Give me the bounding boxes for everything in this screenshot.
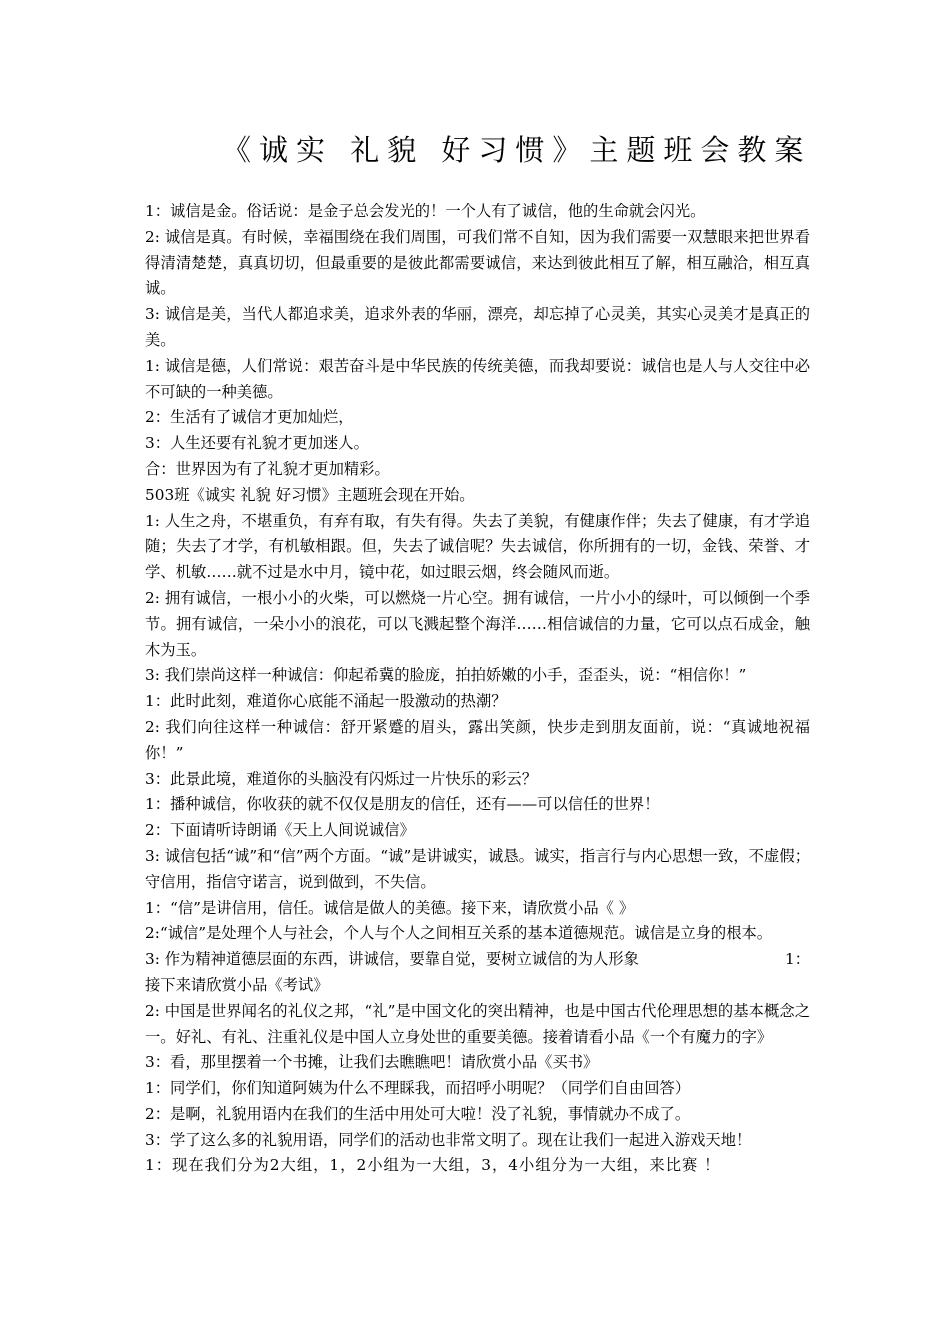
paragraph: 2: 诚信是真。有时候，幸福围绕在我们周围，可我们常不自知，因为我们需要一双慧眼来把世界看得清清楚楚，真真切切，但最重要的是彼此都需要诚信，来达到彼此相互了解，相互融洽，相互真诚。: [145, 227, 810, 298]
paragraph: 1：诚信是金。俗话说：是金子总会发光的！一个人有了诚信，他的生命就会闪光。: [145, 202, 706, 220]
paragraph: 2：生活有了诚信才更加灿烂，: [145, 408, 354, 427]
paragraph: 1：现在我们分为2大组，1，2小组为一大组，3，4小组分为一大组，来比赛 ！: [145, 1156, 721, 1175]
document-title: 《诚实 礼貌 好习惯》主题班会教案: [222, 133, 812, 167]
paragraph: 3：人生还要有礼貌才更加迷人。: [145, 434, 369, 453]
paragraph: 3：看，那里摆着一个书摊，让我们去瞧瞧吧！请欣赏小品《买书》: [145, 1053, 599, 1072]
paragraph: 1：“信”是讲信用，信任。诚信是做人的美德。接下来，请欣赏小品《 》: [145, 898, 635, 917]
paragraph: 1：同学们，你们知道阿姨为什么不理睬我，而招呼小明呢？（同学们自由回答）: [145, 1079, 691, 1098]
paragraph: 2: 我们向往这样一种诚信：舒开紧蹙的眉头，露出笑颜，快步走到朋友面前，说：“真诚地祝福你！”: [145, 717, 810, 762]
split-line-left: 3: 作为精神道德层面的东西，讲诚信，要靠自觉，要树立诚信的为人形象: [145, 950, 639, 969]
split-paragraph-line: [145, 947, 810, 973]
paragraph: 3: 诚信包括“诚”和“信”两个方面。“诚”是讲诚实，诚恳。诚实，指言行与内心思想一致，不虚假；守信用，指信守诺言，说到做到，不失信。: [145, 846, 810, 891]
paragraph: 2: 中国是世界闻名的礼仪之邦，“礼”是中国文化的突出精神，也是中国古代伦理思想的基本概念之一。好礼、有礼、注重礼仪是中国人立身处世的重要美德。接着请看小品《一个有魔力的字》: [145, 1001, 810, 1046]
paragraph: 2：是啊，礼貌用语内在我们的生活中用处可大啦！没了礼貌，事情就办不成了。: [145, 1104, 691, 1123]
paragraph: 503班《诚实 礼貌 好习惯》主题班会现在开始。: [145, 485, 475, 504]
paragraph: 1：此时此刻，难道你心底能不涌起一股激动的热潮？: [145, 692, 507, 711]
paragraph: 1: 诚信是德，人们常说：艰苦奋斗是中华民族的传统美德，而我却要说：诚信也是人与人交往中必不可缺的一种美德。: [145, 356, 810, 401]
paragraph: 接下来请欣赏小品《考试》: [145, 975, 329, 994]
paragraph: 3：学了这么多的礼貌用语，同学们的活动也非常文明了。现在让我们一起进入游戏天地！: [145, 1130, 752, 1149]
paragraph: 1: 人生之舟，不堪重负，有弃有取，有失有得。失去了美貌，有健康作伴；失去了健康，有才学追随；失去了才学，有机敏相跟。但，失去了诚信呢？失去诚信，你所拥有的一切，金钱、荣誉、才学、机敏……就不过是水中月，镜中花，如过眼云烟，终会随风而逝。: [145, 511, 810, 582]
paragraph: 3: 诚信是美，当代人都追求美，追求外表的华丽，漂亮，却忘掉了心灵美，其实心灵美才是真正的美。: [145, 305, 810, 349]
paragraph: 2: 拥有诚信，一根小小的火柴，可以燃烧一片心空。拥有诚信，一片小小的绿叶，可以倾倒一个季节。拥有诚信，一朵小小的浪花，可以飞溅起整个海洋……相信诚信的力量，它可以点石成金，触木为玉。: [145, 588, 810, 659]
paragraph: 2:“诚信”是处理个人与社会，个人与个人之间相互关系的基本道德规范。诚信是立身的根本。: [145, 924, 773, 943]
paragraph: 1：播种诚信，你收获的就不仅仅是朋友的信任，还有——可以信任的世界！: [145, 795, 660, 814]
paragraph: 合：世界因为有了礼貌才更加精彩。: [145, 459, 390, 478]
paragraph: 3：此景此境，难道你的头脑没有闪烁过一片快乐的彩云？: [145, 769, 538, 788]
paragraph: 3: 我们崇尚这样一种诚信：仰起希冀的脸庞，拍拍娇嫩的小手，歪歪头，说：“相信你！”: [145, 666, 747, 685]
split-line-right: 1：: [784, 950, 810, 969]
paragraph: 2：下面请听诗朗诵《天上人间说诚信》: [145, 821, 415, 840]
document-body: [145, 199, 810, 1179]
